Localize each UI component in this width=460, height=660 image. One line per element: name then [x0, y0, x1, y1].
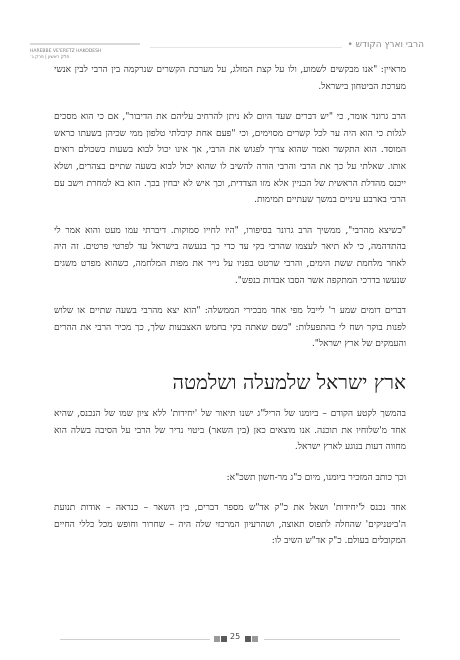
paragraph: בהמשך לקטע הקודם – ביומנו של הריל"ג ישנו תיאור של 'יחידות' ללא ציון שמו של הנכנס, שהיא אחד מ'שלוחיו את תוכנה. אנו מוצאים כאן (בין השאר) ביטוי נדיר של הרבי על הסיבה בשלה הוא מחווה דעות בנוגע לארץ ישראל. [54, 408, 406, 453]
running-header-title: הרבי וארץ הקודש • [347, 40, 424, 50]
footer-square-icon [252, 636, 258, 642]
page-footer [0, 631, 460, 647]
paragraph: דברים דומים שמע ר' לייבל מפי אחד מבכירי הממשלה: "הוא יצא מהרבי בשעה שתיים או שלוש לפנות בוקר ושח לי בהתפעלות: "כשם שאתה בקי בחמש האצבעות שלך, כך מכיר הרבי את ההרים והעמקים של ארץ ישראל". [54, 306, 406, 350]
section-title: ארץ ישראל שלמעלה ושלמטה [172, 369, 406, 394]
header-rule [150, 47, 342, 48]
footer-square-icon [245, 636, 251, 642]
paragraph: אחד נכנס ל'יחידות' ושאל את כ"ק אד"ש מספר דברים, בין השאר – כנראה – אודות תנועת ה'ביטניקים' שהחלה לתפוס תאוצה, ושהרעיון המרכזי שלה היה – שחרור וחופש מכל כללי החיים המקובלים בעולם. כ"ק אד"ש השיב לו: [54, 503, 406, 547]
body-text [54, 62, 406, 550]
header-meta-line1: HAREBBE VE'ERETZ HAKODESH [30, 49, 102, 54]
header-bar [30, 43, 140, 45]
page-number: 25 [230, 632, 241, 641]
header-meta-line2: חלק ראשון | פרק ג׳ [30, 55, 70, 60]
running-header-meta [30, 43, 140, 61]
paragraph: הרב גרונר אומר, כי "יש דברים שעד היום לא ניתן להרחיב עליהם את הדיבור", אם כי הוא מסכים לגלות כי הוא היה ער לכל קשרים מסוימים, וכי "פעם אחת קיבלתי טלפון ממי שכיהן בשעתו כראש המוסד. הוא התקשר ואמר שהוא צריך לפגוש את הרבי, אך אינו יכול לבוא בשעות כשכולם רואים אותו. שאלתי על כך את הרבי והרבי הורה להשיב לו שהוא יכול לבוא בשעה שתיים בצהרים, ושלא ייכנס מהדלת הראשית של הבניין אלא מזו הצדדית, וכך איש לא יבחין בכך. הוא בא למחרת וישב עם הרבי בארבע עיניים במשך שעתיים תמימות. [54, 112, 406, 206]
footer-rule [264, 639, 400, 640]
paragraph: "כשיצא מהרבי", ממשיך הרב גרונר בסיפורו, "היו לחייו סמוקות. דיברתי עמו מעט והוא אמר לי בהתדהמה, כי לא תיאר לעצמו שהרבי בקי עד כדי כך בנעשה בישראל עד לפרטי פרטים. זה היה לאחר מלחמת ששת הימים, והרבי שרטט בפניו על נייר את מפות המלחמה, כשהוא מפרט משגים שנעשו בדרכי המתקפה אשר הסבו אבדות בנפש". [54, 225, 406, 286]
footer-square-icon [214, 636, 220, 642]
footer-square-icon [221, 636, 227, 642]
paragraph: וכך כותב המזכיר ביומנו, מיום כ"ג מר-חשון תשכ"א: [226, 472, 406, 483]
footer-rule [60, 639, 210, 640]
paragraph: מראיין: "אנו מבקשים לשמוע, ולו על קצת המזלג, על מערכת הקשרים שנרקמה בין הרבי לבין אנשי מערכת הביטחון בישראל. [54, 65, 406, 92]
